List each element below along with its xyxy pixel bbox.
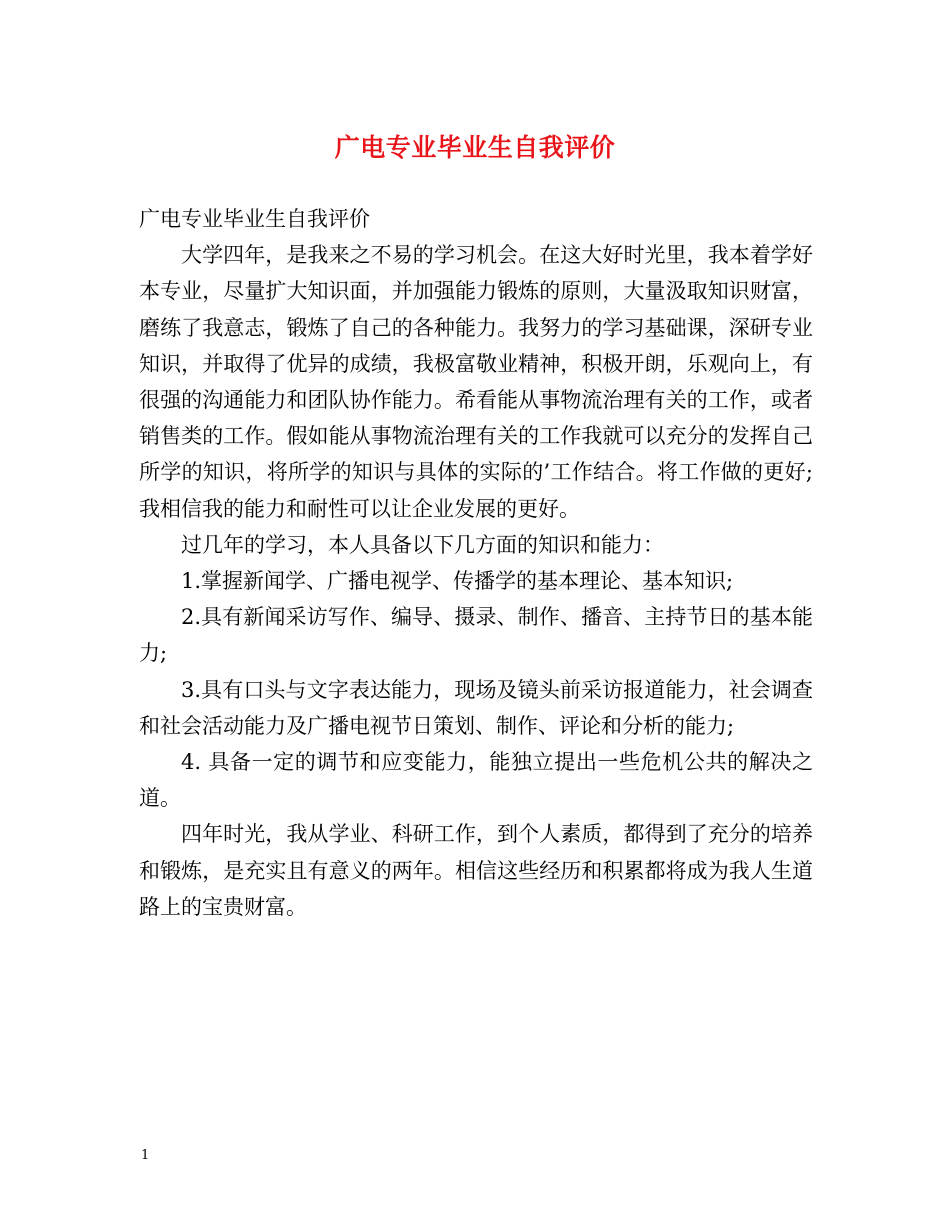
page-number: 1 [141, 1148, 150, 1163]
document-title: 广电专业毕业生自我评价 [334, 133, 616, 162]
paragraph-conclusion: 四年时光，我从学业、科研工作，到个人素质，都得到了充分的培养和锻炼，是充实且有意义的两年。相信这些经历和积累都将成为我人生道路上的宝贵财富。 [139, 822, 813, 919]
document-body [139, 201, 813, 925]
list-item-2: 2.具有新闻采访写作、编导、摄录、制作、播音、主持节日的基本能力; [139, 605, 813, 666]
list-item-4: 4. 具备一定的调节和应变能力，能独立提出一些危机公共的解决之道。 [139, 750, 813, 811]
paragraph-abilities-intro: 过几年的学习，本人具备以下几方面的知识和能力： [181, 532, 664, 557]
list-item-3: 3.具有口头与文字表达能力，现场及镜头前采访报道能力，社会调查和社会活动能力及广播电视节日策划、制作、评论和分析的能力; [139, 677, 813, 738]
list-item-1: 1.掌握新闻学、广播电视学、传播学的基本理论、基本知识; [181, 569, 734, 594]
document-subtitle: 广电专业毕业生自我评价 [139, 207, 370, 231]
paragraph-intro: 大学四年，是我来之不易的学习机会。在这大好时光里，我本着学好本专业，尽量扩大知识面，并加强能力锻炼的原则，大量汲取知识财富，磨练了我意志，锻炼了自己的各种能力。我努力的学习基础课，深研专业知识，并取得了优异的成绩，我极富敬业精神，积极开朗，乐观向上，有很强的沟通能力和团队协作能力。希看能从事物流治理有关的工作，或者销售类的工作。假如能从事物流治理有关的工作我就可以充分的发挥自己所学的知识，将所学的知识与具体的实际的’工作结合。将工作做的更好;我相信我的能力和耐性可以让企业发展的更好。 [139, 243, 813, 521]
